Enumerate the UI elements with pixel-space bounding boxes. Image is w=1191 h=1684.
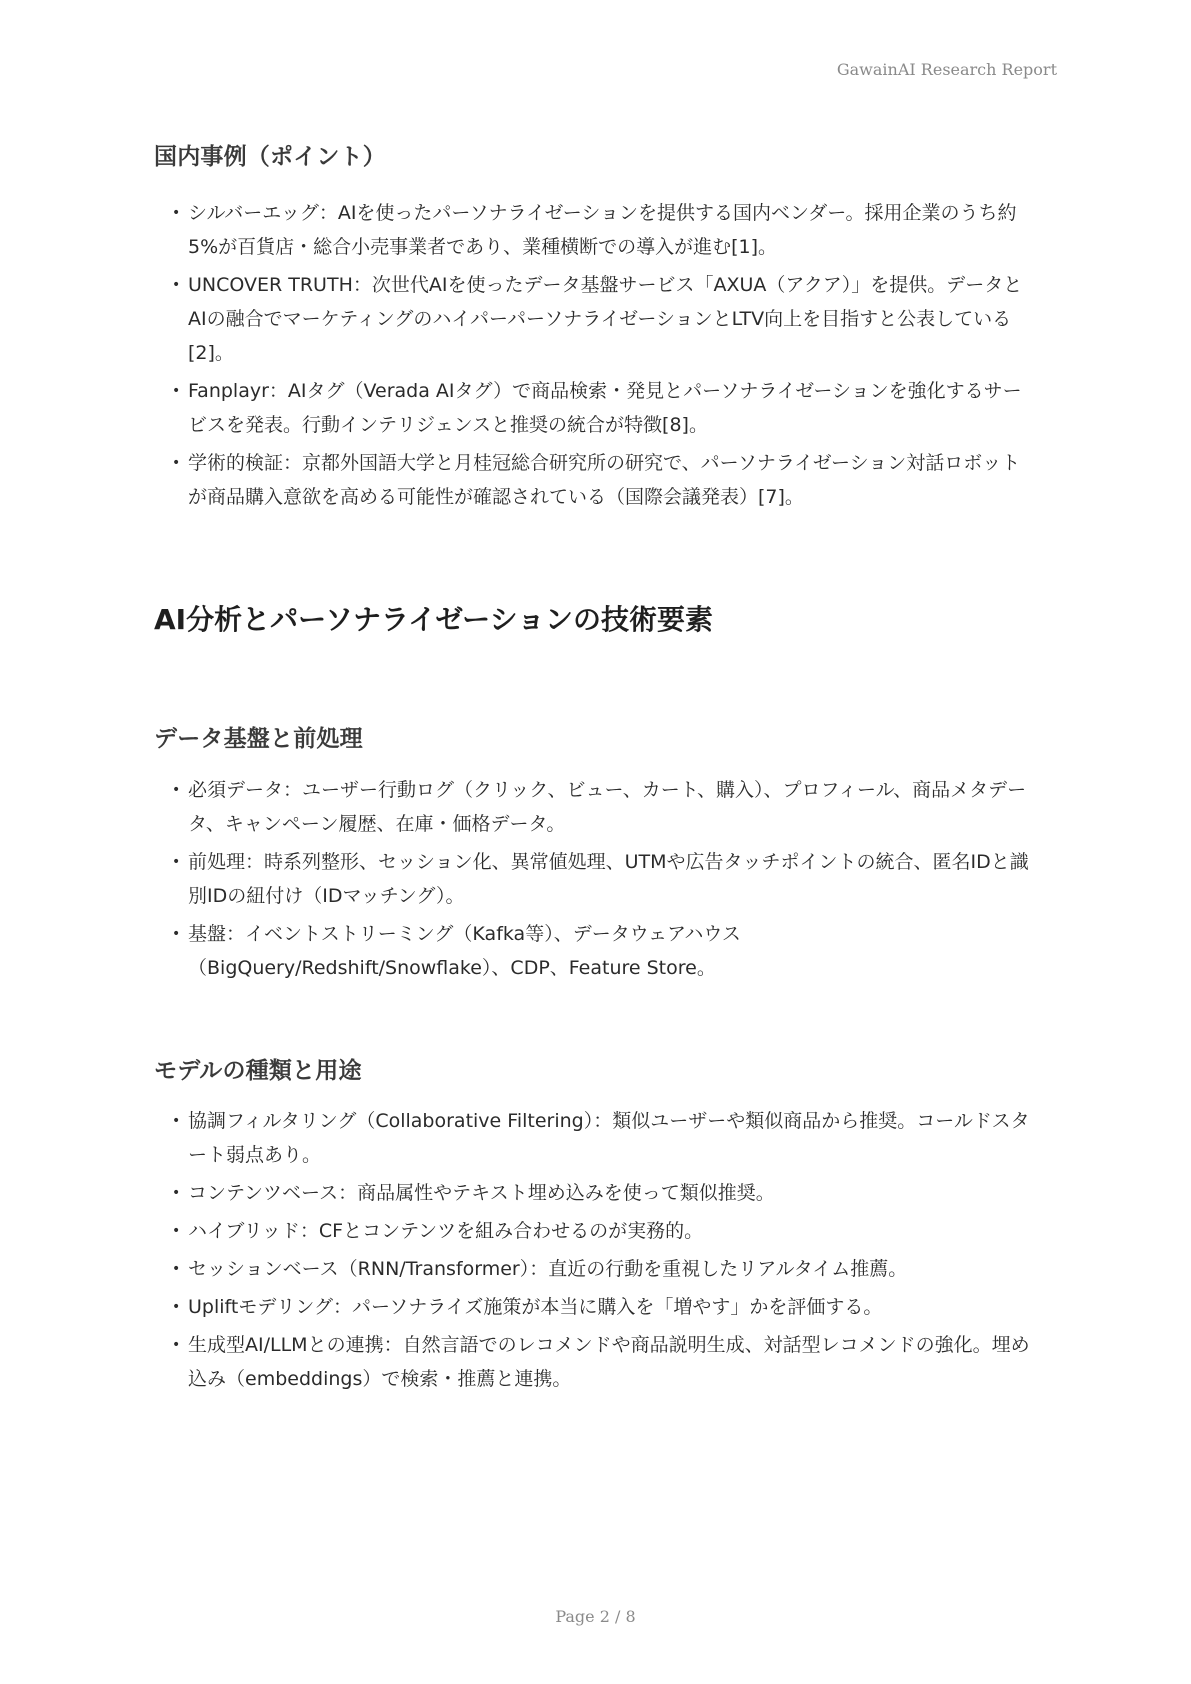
page-number: Page 2 / 8	[555, 1607, 636, 1626]
list-item: • セッションベース（RNN/Transformer）：直近の行動を重視したリアルタイム推薦。	[174, 1252, 1034, 1286]
running-header: GawainAI Research Report	[836, 60, 1057, 79]
bullet-icon: •	[172, 1337, 181, 1353]
bullet-icon: •	[172, 1185, 181, 1201]
list-item: • 必須データ：ユーザー行動ログ（クリック、ビュー、カート、購入）、プロフィール、商品メタデータ、キャンペーン履歴、在庫・価格データ。	[174, 773, 1034, 841]
bullet-icon: •	[172, 1299, 181, 1315]
list-item: • ハイブリッド：CFとコンテンツを組み合わせるのが実務的。	[174, 1214, 1034, 1248]
bullet-icon: •	[172, 854, 181, 870]
list-item: • シルバーエッグ：AIを使ったパーソナライゼーションを提供する国内ベンダー。採用企業のうち約5%が百貨店・総合小売事業者であり、業種横断での導入が進む[1]。	[174, 196, 1034, 264]
data-foundation-list	[174, 773, 1034, 989]
list-item: • UNCOVER TRUTH：次世代AIを使ったデータ基盤サービス「AXUA（アクア）」を提供。データとAIの融合でマーケティングのハイパーパーソナライゼーションとLTV向上を目指すと公表している[2]。	[174, 268, 1034, 370]
section-heading-model-types: モデルの種類と用途	[154, 1058, 362, 1084]
section-heading-tech-elements: AI分析とパーソナライゼーションの技術要素	[154, 603, 714, 636]
model-types-list	[174, 1104, 1034, 1400]
bullet-icon: •	[172, 1113, 181, 1129]
bullet-icon: •	[172, 205, 181, 221]
domestic-cases-list	[174, 196, 1034, 518]
bullet-icon: •	[172, 383, 181, 399]
list-item: • 協調フィルタリング（Collaborative Filtering）：類似ユーザーや類似商品から推奨。コールドスタート弱点あり。	[174, 1104, 1034, 1172]
list-item: • 前処理：時系列整形、セッション化、異常値処理、UTMや広告タッチポイントの統合、匿名IDと識別IDの紐付け（IDマッチング）。	[174, 845, 1034, 913]
section-heading-domestic-cases: 国内事例（ポイント）	[154, 144, 386, 170]
bullet-icon: •	[172, 1223, 181, 1239]
bullet-icon: •	[172, 455, 181, 471]
bullet-icon: •	[172, 926, 181, 942]
bullet-icon: •	[172, 1261, 181, 1277]
list-item: • 学術的検証：京都外国語大学と月桂冠総合研究所の研究で、パーソナライゼーション対話ロボットが商品購入意欲を高める可能性が確認されている（国際会議発表）[7]。	[174, 446, 1034, 514]
list-item: • 基盤：イベントストリーミング（Kafka等）、データウェアハウス（BigQuery/Redshift/Snowflake）、CDP、Feature Store。	[174, 917, 1034, 985]
section-heading-data-foundation: データ基盤と前処理	[154, 726, 363, 752]
list-item: • コンテンツベース：商品属性やテキスト埋め込みを使って類似推奨。	[174, 1176, 1034, 1210]
bullet-icon: •	[172, 277, 181, 293]
list-item: • 生成型AI/LLMとの連携：自然言語でのレコメンドや商品説明生成、対話型レコメンドの強化。埋め込み（embeddings）で検索・推薦と連携。	[174, 1328, 1034, 1396]
list-item: • Fanplayr：AIタグ（Verada AIタグ）で商品検索・発見とパーソナライゼーションを強化するサービスを発表。行動インテリジェンスと推奨の統合が特徴[8]。	[174, 374, 1034, 442]
list-item: • Upliftモデリング：パーソナライズ施策が本当に購入を「増やす」かを評価する。	[174, 1290, 1034, 1324]
bullet-icon: •	[172, 782, 181, 798]
